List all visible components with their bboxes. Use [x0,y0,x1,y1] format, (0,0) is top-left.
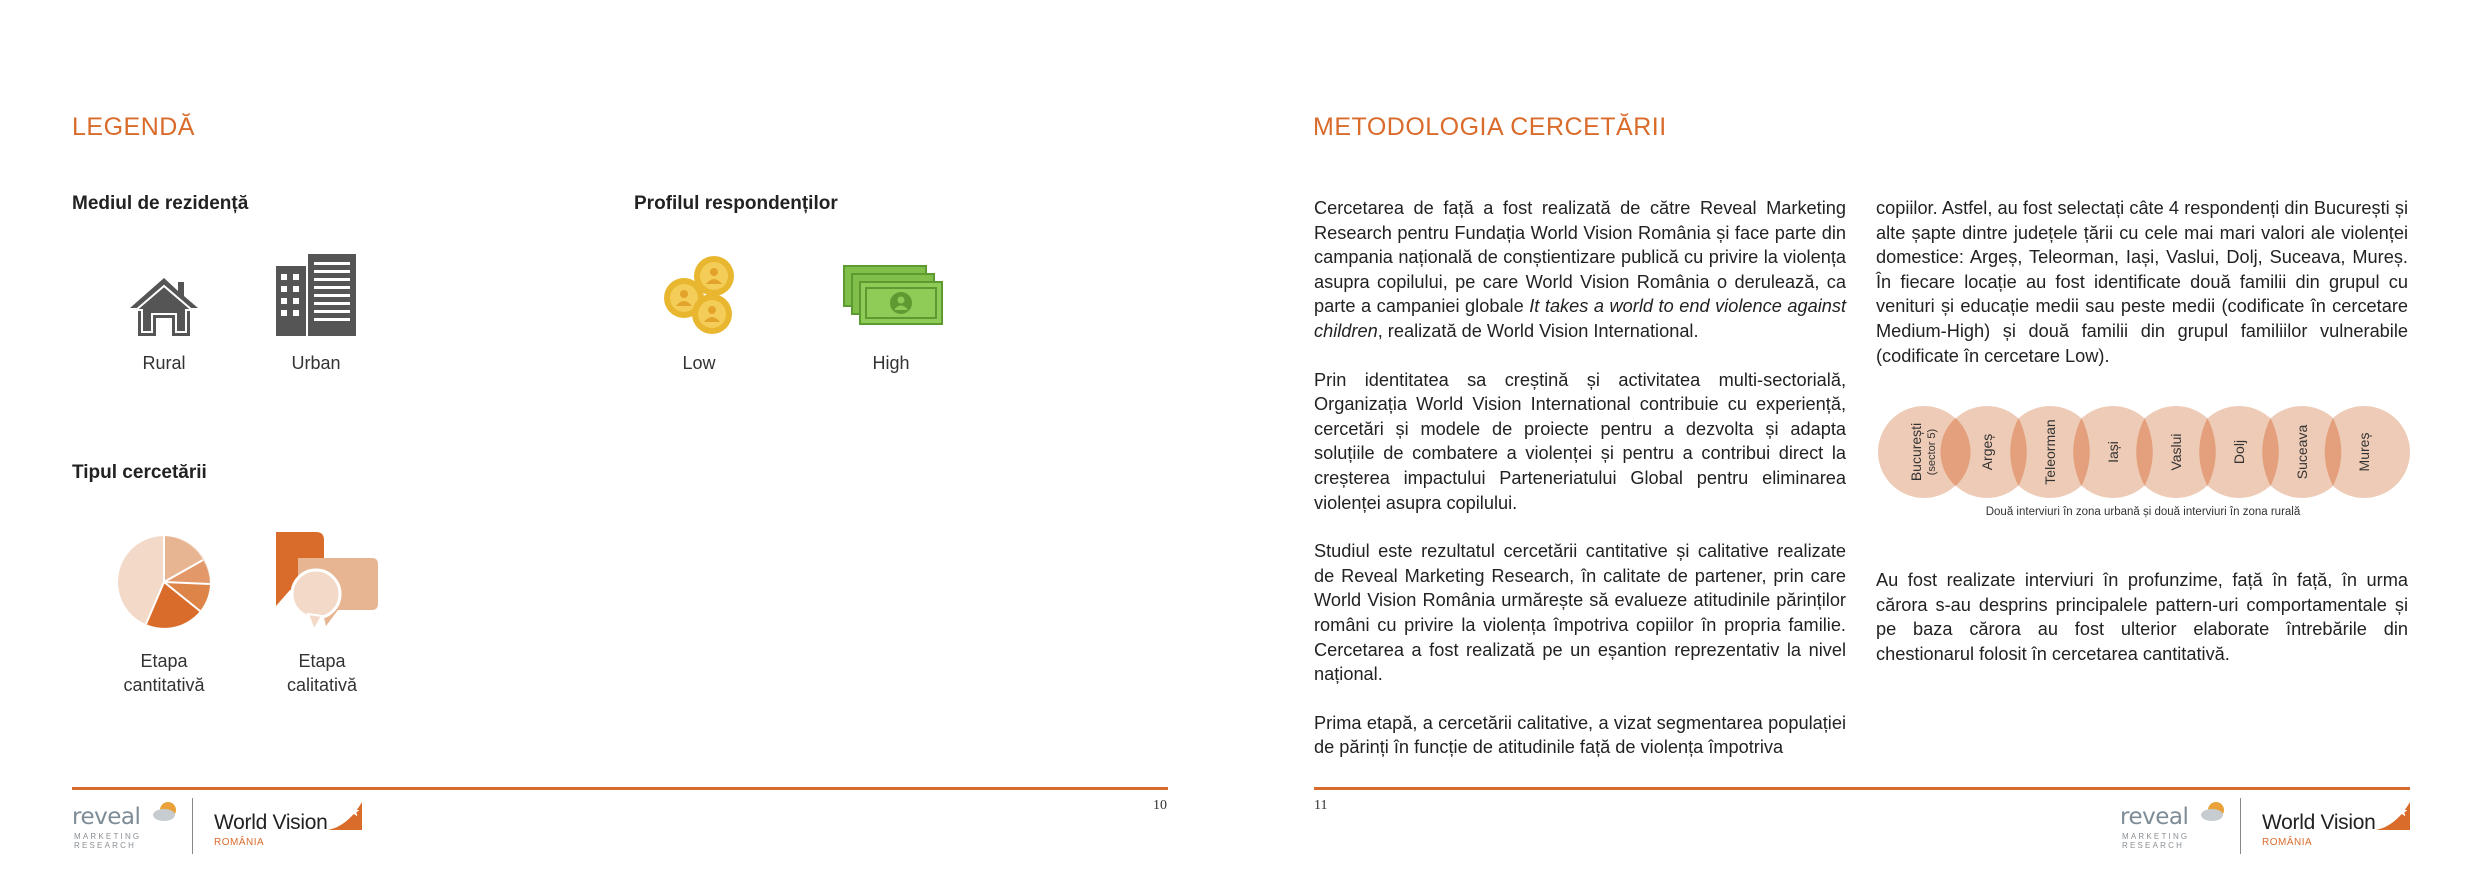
banknotes-icon [842,264,944,326]
reveal-cloud-icon [152,800,180,822]
low-label: Low [682,353,716,373]
location-label: Teleorman [2042,419,2058,485]
locations-caption: Două interviuri în zona urbană și două interviuri în zona rurală [1985,506,2301,518]
building-icon [274,252,358,338]
right-page-title: METODOLOGIA CERCETĂRII [1313,113,1667,141]
reveal-cloud-icon [2200,800,2228,822]
reveal-sub-1: MARKETING [2122,832,2190,841]
research-type-heading: Tipul cercetării [72,462,207,483]
pie-chart-icon [116,534,212,630]
qual-label-2: calitativă [286,675,358,695]
world-vision-country: ROMÂNIA [214,837,265,848]
coins-icon [660,254,744,336]
campaign-name: It takes a world to end violence against children [1314,296,1846,341]
paragraph-1-end: , realizată de World Vision International. [1377,320,1699,341]
location-label: Mureș [2356,432,2372,472]
paragraph-5: copiilor. Astfel, au fost selectați câte 4 respondenți din București și alte șapte dintre județele țării cu cele mai mari valori ale violenței domestice: Argeș, Teleorman, Iași, Vaslui, Dolj, Suceava, Mureș. În fiecare locație au fost identificate două familii din grupul cu venituri și educație medii sau peste medii (codificate în cercetare Medium-High) și două familii din grupul familiilor vulnerabile (codificate în cercetare Low). [1876,198,2408,366]
location-label: Iași [2105,441,2121,463]
logo-divider [2240,798,2241,854]
profile-heading: Profilul respondenților [634,193,838,214]
reveal-logo-text: reveal [2120,804,2189,830]
location-label: Argeș [1979,433,1995,471]
right-footer-logos [2120,798,2420,858]
high-label: High [872,353,910,373]
location-name: București [1908,422,1924,482]
quant-label-2: cantitativă [123,675,205,695]
world-vision-logo-text: World Vision [2262,811,2376,834]
paragraph-6: Au fost realizate interviuri în profunzime, față în față, în urma cărora s-au desprins principalele pattern-uri comportamentale și pe baza cărora au fost ulterior elaborate întrebările din chestionarul folosit în cercetarea cantitativă. [1876,570,2408,664]
reveal-logo-text: reveal [72,804,141,830]
paragraph-1 [1314,196,1846,344]
left-footer-logos [72,798,372,858]
left-footer-rule [72,787,1168,790]
logo-divider [192,798,193,854]
world-vision-star-icon [328,800,364,830]
residence-heading: Mediul de rezidență [72,193,249,214]
location-label: Suceava [2294,424,2310,480]
world-vision-logo-text: World Vision [214,811,328,834]
paragraph-2: Prin identitatea sa creștină și activitatea multi-sectorială, Organizația World Vision International contribuie cu experiență, cercetări și modele de proiecte pentru a dezvolta și adapta soluțiile de combatere a violenței și pentru a contribui direct la creșterea impactului Parteneriatului Global pentru eliminarea violenței asupra copilului. [1314,369,1846,513]
left-page-title: LEGENDĂ [72,113,195,141]
right-footer-rule [1314,787,2410,790]
speech-bubbles-icon [268,530,380,634]
left-page-number: 10 [1153,798,1167,813]
location-label [1909,423,1939,481]
urban-label: Urban [291,353,341,373]
text-column-left [1314,196,1846,760]
world-vision-country: ROMÂNIA [2262,837,2313,848]
right-page-number: 11 [1314,798,1328,813]
house-icon [128,276,200,338]
location-sub: (sector 5) [1926,428,1938,476]
reveal-sub-1: MARKETING [74,832,142,841]
locations-circles [1876,404,2410,500]
text-column-right-lower [1876,568,2408,666]
reveal-sub-2: RESEARCH [2122,841,2185,850]
world-vision-star-icon [2376,800,2412,830]
location-label: Vaslui [2168,433,2184,471]
text-column-right [1876,196,2408,368]
paragraph-4: Prima etapă, a cercetării calitative, a vizat segmentarea populației de părinți în funcție de atitudinile față de violența împotriva [1314,712,1846,758]
paragraph-3: Studiul este rezultatul cercetării cantitative și calitative realizate de Reveal Marketing Research, în calitate de partener, prin care World Vision România urmărește să evalueze atitudinile părinților români cu privire la violența împotriva copiilor în propria familie. Cercetarea a fost realizată pe un eșantion reprezentativ la nivel național. [1314,541,1846,685]
location-label: Dolj [2231,439,2247,465]
reveal-sub-2: RESEARCH [74,841,137,850]
paragraph-1-text: Cercetarea de față a fost realizată de către Reveal Marketing Research pentru Fundația World Vision România și face parte din campania națională de conștientizare publică cu privire la violența asupra copilului, pe care World Vision România o derulează, ca parte a campaniei globale [1314,198,1846,317]
quant-label-1: Etapa [140,651,188,671]
rural-label: Rural [142,353,186,373]
locations-diagram [1876,404,2410,500]
qual-label-1: Etapa [298,651,346,671]
